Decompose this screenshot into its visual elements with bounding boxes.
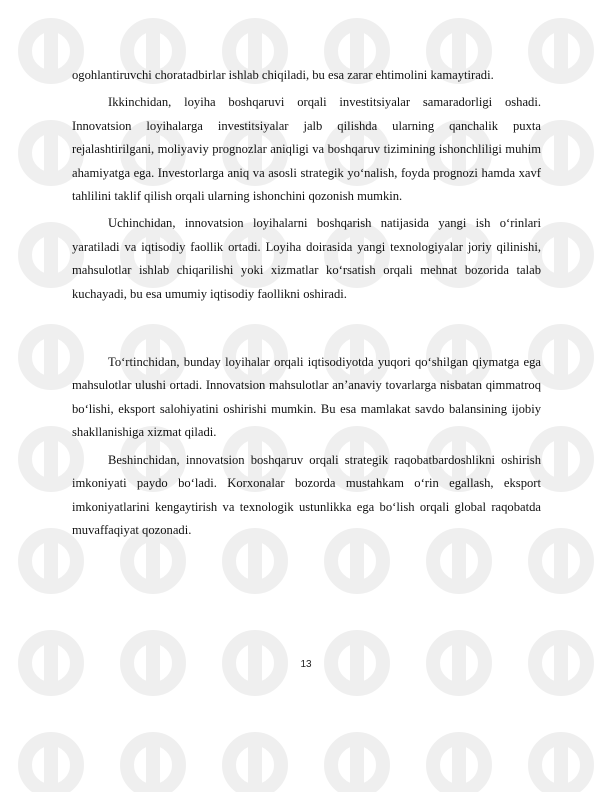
paragraph-third: Uchinchidan, innovatsion loyihalarni boshqarish natijasida yangi ish o‘rinlari yaratiladi va iqtisodiy faollik ortadi. Loyiha doirasida yangi texnologiyalar joriy qilinishi, mahsulotlar ishlab chiqarilishi yoki xizmatlar ko‘rsatish orqali mehnat bozorida talab kuchayadi, bu esa umumiy iqtisodiy faollikni oshiradi. xyxy=(72,216,541,301)
paragraph-fifth: Beshinchidan, innovatsion boshqaruv orqali strategik raqobatbardoshlikni oshirish imkoniyati paydo bo‘ladi. Korxonalar bozorda mustahkam o‘rin egallash, eksport imkoniyatlarini kengaytirish va texnologik ustunlikka ega bo‘lish orqali global raqobatda muvaffaqiyat qozonadi. xyxy=(72,452,541,537)
paragraph-continuation: ogohlantiruvchi choratadbirlar ishlab chiqiladi, bu esa zarar ehtimolini kamaytiradi. xyxy=(72,68,494,82)
document-body xyxy=(72,64,541,542)
page-number: 13 xyxy=(300,659,312,670)
paragraph-fourth: To‘rtinchidan, bunday loyihalar orqali iqtisodiyotda yuqori qo‘shilgan qiymatga ega mahsulotlar ulushi ortadi. Innovatsion mahsulotlar an’anaviy tovarlarga nisbatan qimmatroq bo‘lishi, eksport salohiyatini oshirishi mumkin. Bu esa mamlakat savdo balansining ijobiy shakllanishiga xizmat qiladi. xyxy=(72,355,541,440)
paragraph-second: Ikkinchidan, loyiha boshqaruvi orqali investitsiyalar samaradorligi oshadi. Innovatsion loyihalarga investitsiyalar jalb qilishda ularning qanchalik puxta rejalashtirilgani, moliyaviy prognozlar aniqligi va boshqaruv tizimining ishonchliligi muhim ahamiyatga ega. Investorlarga aniq va asosli strategik yo‘nalish, foyda prognozi hamda xavf tahlilini taklif qilish orqali ularning ishonchini qozonish mumkin. xyxy=(72,95,541,204)
